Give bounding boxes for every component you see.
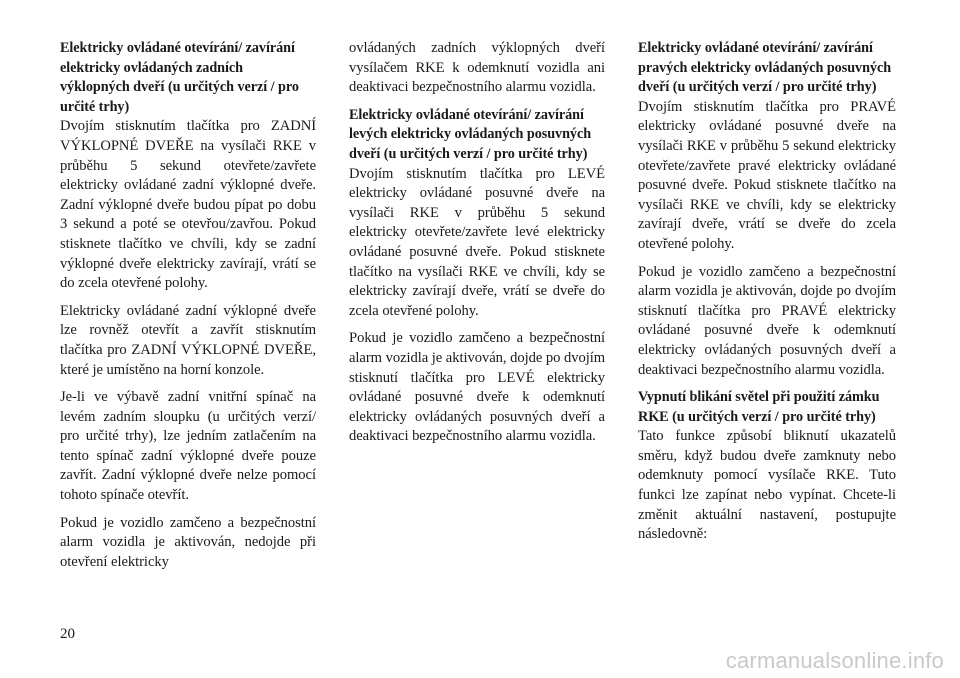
- watermark: carmanualsonline.info: [725, 648, 944, 673]
- heading-right-sliding-door: Elektricky ovládané otevírání/ zavírání pravých elektricky ovládaných posuvných dveří (u určitých verzí / pro určité trhy): [638, 40, 892, 96]
- paragraph-flash-lights: Tato funkce způsobí bliknutí ukazatelů směru, když budou dveře zamknuty nebo odemknuty pomocí vysílače RKE. Tuto funkci lze zapínat nebo vypínat. Chcete-li změnit aktuální nastavení, postupujte následovně:: [638, 428, 896, 543]
- column-middle: [349, 39, 605, 455]
- paragraph-left-door-alarm: Pokud je vozidlo zamčeno a bezpečnostní alarm vozidla je aktivován, dojde po dvojím stisknutí tlačítka pro LEVÉ elektricky ovládané posuvné dveře k odemknutí elektricky ovládaných posuvných dveří a deaktivaci bezpečnostního alarmu vozidla.: [349, 330, 606, 445]
- column-left: [60, 39, 316, 580]
- paragraph-left-door-double-press: Dvojím stisknutím tlačítka pro LEVÉ elektricky ovládané posuvné dveře na vysílači RKE v průběhu 5 sekund elektricky otevřete/zavřete levé elektricky ovládané posuvné dveře. Pokud stisknete tlačítko na vysílači RKE ve chvíli, kdy se elektricky zavírají dveře, vrátí se dveře do zcela otevřené polohy.: [349, 165, 605, 319]
- column-right: [638, 39, 896, 553]
- paragraph-liftgate-double-press: Dvojím stisknutím tlačítka pro ZADNÍ VÝKLOPNÉ DVEŘE na vysílači RKE v průběhu 5 sekund otevřete/zavřete elektricky ovládané zadní výklopné dveře. Zadní výklopné dveře budou pípat po dobu 3 sekund a poté se otevřou/zavřou. Pokud stisknete tlačítko ve chvíli, kdy se zadní výklopné dveře elektricky zavírají, vrátí se do zcela otevřené polohy.: [60, 118, 316, 292]
- paragraph-liftgate-alarm: Pokud je vozidlo zamčeno a bezpečnostní alarm vozidla je aktivován, nedojde při otevření elektricky: [60, 514, 316, 570]
- paragraph-liftgate-overhead-console: Elektricky ovládané zadní výklopné dveře lze rovněž otevřít a zavřít stisknutím tlačítka pro ZADNÍ VÝKLOPNÉ DVEŘE, které je umístěno na horní konzole.: [60, 302, 316, 378]
- page-number: 20: [60, 626, 75, 642]
- paragraph-liftgate-inner-switch: Je-li ve výbavě zadní vnitřní spínač na levém zadním sloupku (u určitých verzí/ pro určité trhy), lze jedním zatlačením na tento spínač zadní výklopné dveře pouze zavřít. Zadní výklopné dveře nelze pomocí tohoto spínače otevřít.: [60, 389, 316, 504]
- heading-rke-flash-lights: Vypnutí blikání světel při použití zámku RKE (u určitých verzí / pro určité trhy): [638, 389, 880, 425]
- heading-left-sliding-door: Elektricky ovládané otevírání/ zavírání levých elektricky ovládaných posuvných dveří (u určitých verzí / pro určité trhy): [349, 106, 592, 162]
- paragraph-liftgate-alarm-continued: ovládaných zadních výklopných dveří vysílačem RKE k odemknutí vozidla ani deaktivaci bezpečnostního alarmu vozidla.: [349, 40, 605, 96]
- heading-rear-liftgate: Elektricky ovládané otevírání/ zavírání elektricky ovládaných zadních výklopných dveří (u určitých verzí / pro určité trhy): [60, 40, 299, 115]
- paragraph-right-door-double-press: Dvojím stisknutím tlačítka pro PRAVÉ elektricky ovládané posuvné dveře na vysílači RKE v průběhu 5 sekund elektricky otevřete/zavřete pravé elektricky ovládané posuvné dveře. Pokud stisknete tlačítko na vysílači RKE ve chvíli, kdy se elektricky zavírají dveře, vrátí se dveře do zcela otevřené polohy.: [638, 98, 896, 252]
- paragraph-right-door-alarm: Pokud je vozidlo zamčeno a bezpečnostní alarm vozidla je aktivován, dojde po dvojím stisknutí tlačítka pro PRAVÉ elektricky ovládané posuvné dveře k odemknutí elektricky ovládaných posuvných dveří a deaktivaci bezpečnostního alarmu vozidla.: [638, 263, 896, 378]
